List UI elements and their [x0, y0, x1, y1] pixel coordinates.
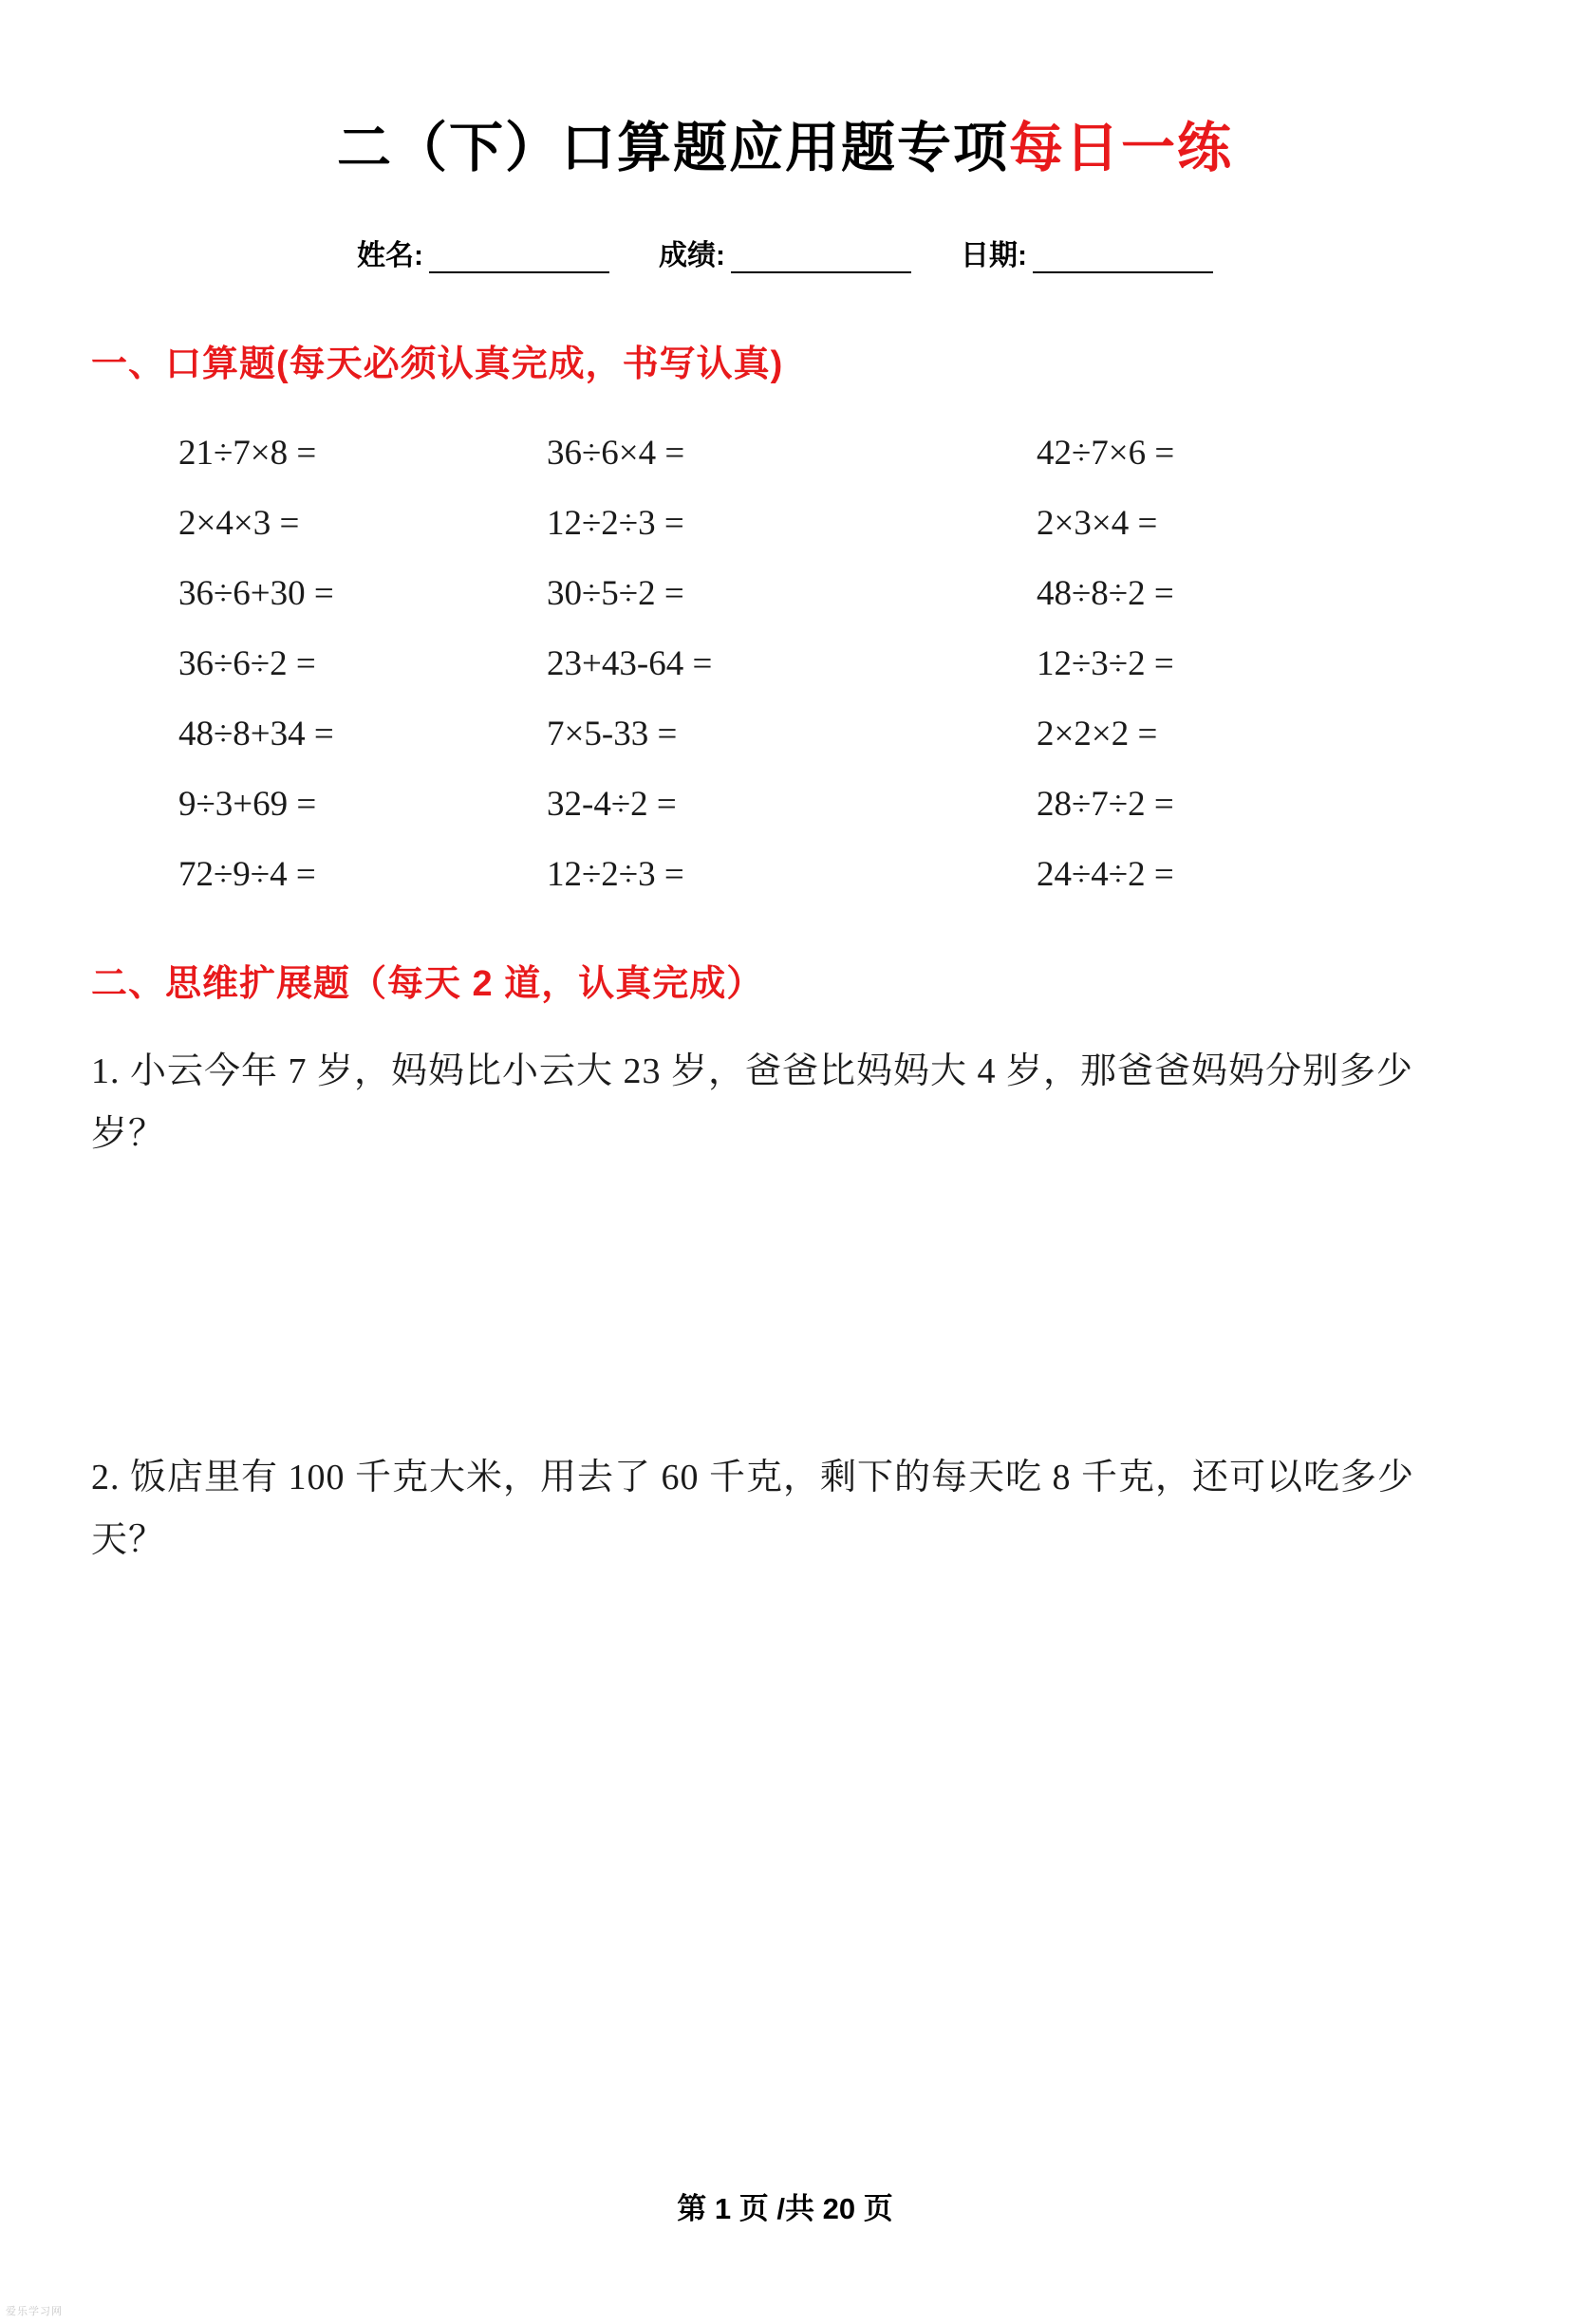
calc-item: 2×2×2 =: [1037, 715, 1158, 753]
calc-item: 32-4÷2 =: [547, 785, 677, 824]
calc-item: 36÷6×4 =: [547, 434, 685, 473]
info-field-date: [961, 232, 1213, 273]
calc-item: 21÷7×8 =: [178, 434, 317, 473]
info-blank-name[interactable]: [429, 243, 609, 273]
calc-item: 12÷3÷2 =: [1037, 644, 1174, 683]
word-problem-item: 1. 小云今年 7 岁，妈妈比小云大 23 岁，爸爸比妈妈大 4 岁，那爸爸妈妈分别多少岁？: [91, 1051, 1414, 1154]
calc-item: 9÷3+69 =: [178, 785, 317, 824]
calc-item: 36÷6+30 =: [178, 574, 334, 613]
calc-item: 2×3×4 =: [1037, 504, 1158, 543]
calc-item: 24÷4÷2 =: [1037, 855, 1174, 894]
info-blank-score[interactable]: [731, 243, 911, 273]
student-info-line: [91, 232, 1479, 273]
page-title: [91, 104, 1479, 182]
calc-item: 48÷8÷2 =: [1037, 574, 1174, 613]
watermark-text: 爱乐学习网: [6, 2306, 63, 2317]
info-label-name: 姓名:: [357, 240, 423, 271]
calculation-grid: [110, 418, 1479, 910]
calc-item: 2×4×3 =: [178, 504, 300, 543]
calc-item: 72÷9÷4 =: [178, 855, 316, 894]
calc-item: 12÷2÷3 =: [547, 504, 684, 543]
calc-item: 28÷7÷2 =: [1037, 785, 1174, 824]
worksheet-page: [0, 104, 1570, 2324]
section-heading-oral-calculation: 一、口算题(每天必须认真完成，书写认真): [91, 344, 784, 384]
calc-item: 30÷5÷2 =: [547, 574, 684, 613]
page-title-accent: 每日一练: [1009, 118, 1233, 178]
info-field-score: [659, 232, 911, 273]
info-label-date: 日期:: [961, 240, 1027, 271]
info-field-name: [357, 232, 609, 273]
calc-item: 23+43-64 =: [547, 644, 713, 683]
word-problem-list: [91, 1040, 1479, 1571]
page-footer: 第 1 页 /共 20 页: [677, 2192, 893, 2225]
calc-item: 42÷7×6 =: [1037, 434, 1175, 473]
page-title-main: 二（下）口算题应用题专项: [337, 118, 1009, 178]
calc-item: 7×5-33 =: [547, 715, 678, 753]
word-problem-item: 2. 饭店里有 100 千克大米，用去了 60 千克，剩下的每天吃 8 千克，还可以吃多少天？: [91, 1458, 1415, 1560]
section-heading-thinking-problems: 二、思维扩展题（每天 2 道，认真完成）: [91, 964, 764, 1004]
info-label-score: 成绩:: [659, 240, 725, 271]
calc-item: 36÷6÷2 =: [178, 644, 316, 683]
calc-item: 12÷2÷3 =: [547, 855, 684, 894]
calc-item: 48÷8+34 =: [178, 715, 334, 753]
info-blank-date[interactable]: [1033, 243, 1213, 273]
